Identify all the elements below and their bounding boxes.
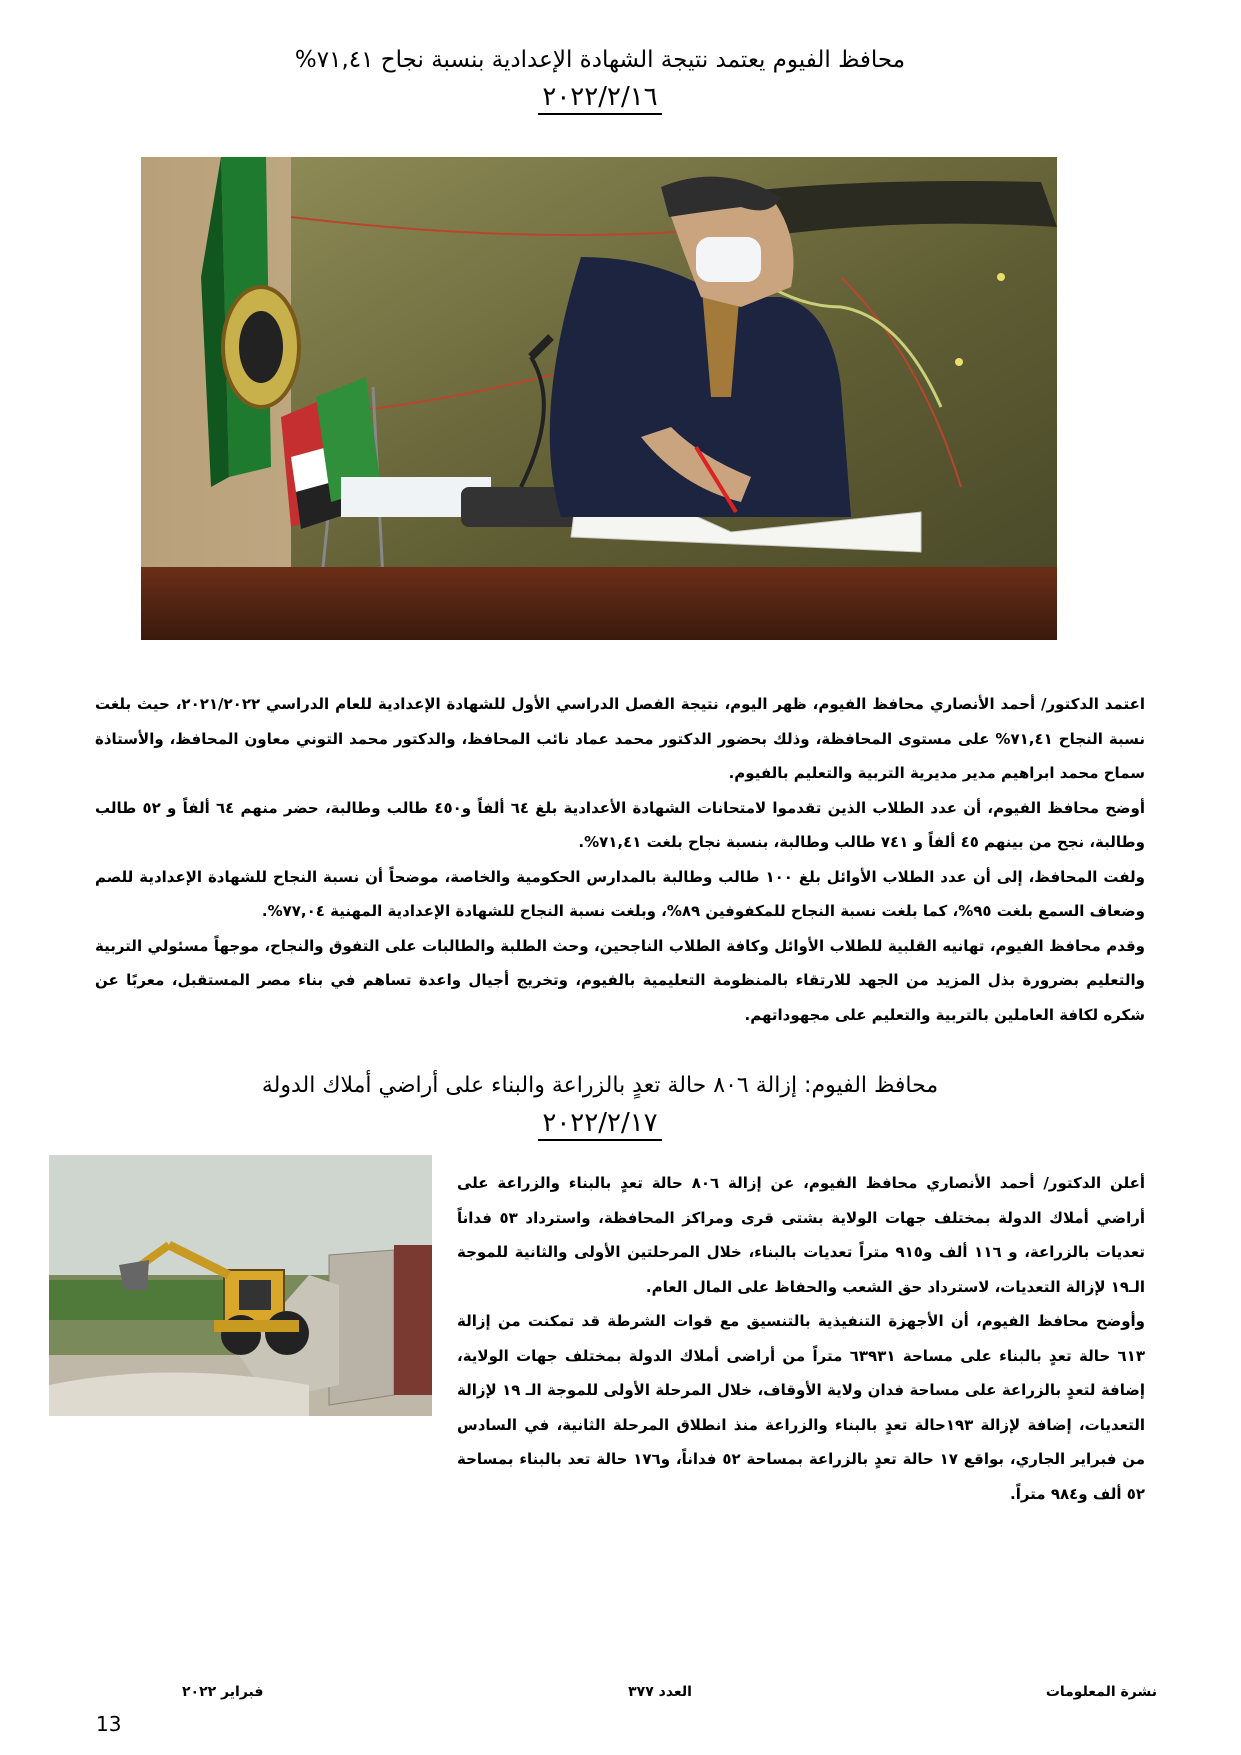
footer-publication: نشرة المعلومات [1045,1684,1157,1700]
article2-date-text: ٢٠٢٢/٢/١٧ [538,1108,661,1141]
page-number: 13 [96,1712,122,1736]
governor-signing-photo [141,157,1057,640]
article1-date [140,82,1060,112]
demolition-illustration [49,1155,432,1416]
article2-paragraph: أعلن الدكتور/ أحمد الأنصاري محافظ الفيوم، عن إزالة ٨٠٦ حالة تعدٍ بالبناء والزراعة على أراضي أملاك الدولة بمختلف جهات الولاية بشتى قرى ومراكز المحافظة، واسترداد ٥٣ فداناً تعديات بالزراعة، و ١١٦ ألف و٩١٥ متراً تعديات بالبناء، خلال المرحلتين الأولى والثانية للموجة الـ١٩ لإزالة التعديات، لاسترداد حق الشعب والحفاظ على المال العام. [457,1174,1145,1296]
article1-date-text: ٢٠٢٢/٢/١٦ [538,82,661,115]
article1-paragraph: اعتمد الدكتور/ أحمد الأنصاري محافظ الفيوم، ظهر اليوم، نتيجة الفصل الدراسي الأول للشهادة الإعدادية للعام الدراسي ٢٠٢١/٢٠٢٢، حيث بلغت نسبة النجاح ٧١,٤١% على مستوى المحافظة، وذلك بحضور الدكتور محمد عماد نائب المحافظ، والدكتور محمد التوني معاون المحافظ، والأستاذة سماح محمد ابراهيم مدير مديرية التربية والتعليم بالفيوم. [95,695,1145,782]
footer-month: فبراير ٢٠٢٢ [182,1684,264,1700]
article2-date [140,1108,1060,1138]
governor-signing-illustration [141,157,1057,640]
footer-issue: العدد ٣٧٧ [628,1684,692,1700]
article1-paragraph: وقدم محافظ الفيوم، تهانيه القلبية للطلاب الأوائل وكافة الطلاب الناجحين، وحث الطلبة والطالبات على التفوق والنجاح، موجهاً مسئولي التربية والتعليم بضرورة بذل المزيد من الجهد للارتقاء بالمنظومة التعليمية بالفيوم، وتخريج أجيال واعدة تساهم في بناء مصر المستقبل، معربًا عن شكره لكافة العاملين بالتربية والتعليم على مجهوداتهم. [95,936,1145,1024]
article2-paragraph: وأوضح محافظ الفيوم، أن الأجهزة التنفيذية بالتنسيق مع قوات الشرطة قد تمكنت من إزالة ٦١٣ حالة تعدٍ بالبناء على مساحة ٦٣٩٣١ متراً من أراضى أملاك الدولة بمختلف جهات الولاية، إضافة لتعدٍ بالزراعة على مساحة فدان ولاية الأوقاف، خلال المرحلة الأولى للموجة الـ ١٩ لإزالة التعديات، إضافة لإزالة ١٩٣حالة تعدٍ بالبناء والزراعة منذ انطلاق المرحلة الثانية، في السادس من فبراير الجاري، بواقع ١٧ حالة تعدٍ بالزراعة بمساحة ٥٢ فداناً، و١٧٦ حالة تعد بالبناء بمساحة ٥٢ ألف و٩٨٤ متراً. [457,1312,1146,1503]
demolition-photo [49,1155,432,1416]
article2-body [457,1166,1145,1511]
article1-body [95,687,1145,1032]
article2-title: محافظ الفيوم: إزالة ٨٠٦ حالة تعدٍ بالزراعة والبناء على أراضي أملاك الدولة [261,1073,939,1098]
article1-paragraph: ولفت المحافظ، إلى أن عدد الطلاب الأوائل بلغ ١٠٠ طالب وطالبة بالمدارس الحكومية والخاصة، موضحاً أن نسبة النجاح للشهادة الإعدادية للصم وضعاف السمع بلغت ٩٥%، كما بلغت نسبة النجاح للمكفوفين ٨٩%، وبلغت نسبة النجاح للشهادة الإعدادية المهنية ٧٧,٠٤%. [95,867,1145,920]
article1-paragraph: أوضح محافظ الفيوم، أن عدد الطلاب الذين تقدموا لامتحانات الشهادة الأعدادية بلغ ٦٤ ألفاً و٤٥٠ طالب وطالبة، حضر منهم ٦٤ ألفاً و ٥٢ طالب وطالبة، نجح من بينهم ٤٥ ألفاً و ٧٤١ طالب وطالبة، بنسبة نجاح بلغت ٧١,٤١%. [95,798,1146,851]
article1-title: محافظ الفيوم يعتمد نتيجة الشهادة الإعدادية بنسبة نجاح ٧١,٤١% [294,47,906,73]
